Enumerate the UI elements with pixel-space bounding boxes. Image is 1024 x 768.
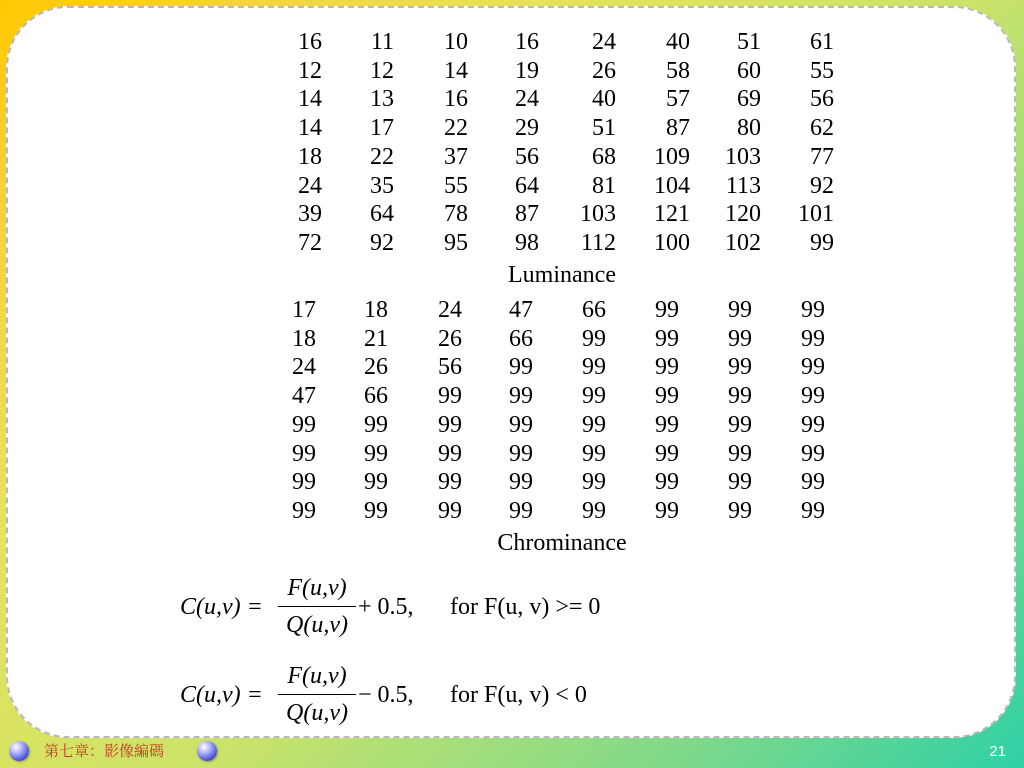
matrix-cell: 21 (364, 325, 388, 352)
matrix-cell: 99 (292, 497, 316, 524)
matrix-cell: 35 (370, 172, 394, 199)
matrix-cell: 99 (728, 297, 752, 323)
matrix-row (8, 28, 1014, 56)
matrix-cell: 66 (364, 383, 388, 410)
matrix-cell: 22 (370, 143, 394, 170)
luminance-caption: Luminance (508, 262, 616, 288)
matrix-row (8, 353, 1014, 381)
matrix-cell: 99 (810, 229, 834, 256)
matrix-cell: 13 (370, 86, 394, 113)
matrix-cell: 99 (364, 469, 388, 496)
matrix-cell: 99 (655, 497, 679, 524)
matrix-cell: 99 (509, 469, 533, 496)
matrix-cell: 56 (810, 86, 834, 113)
formula-lhs: C(u,v) = (180, 682, 263, 708)
matrix-cell: 12 (370, 57, 394, 84)
matrix-cell: 99 (655, 383, 679, 410)
matrix-row (8, 296, 1014, 324)
formula-denominator: Q(u,v) (286, 612, 348, 638)
matrix-cell: 24 (292, 354, 316, 381)
matrix-cell: 99 (728, 325, 752, 352)
formula-offset: + 0.5, (358, 594, 414, 620)
matrix-cell: 47 (292, 383, 316, 410)
matrix-cell: 66 (509, 325, 533, 352)
chapter-title: 第七章：影像編碼 (44, 742, 165, 760)
matrix-cell: 10 (444, 29, 468, 55)
matrix-cell: 24 (438, 297, 462, 323)
slide-footer (0, 734, 1024, 768)
matrix-cell: 99 (582, 325, 606, 352)
matrix-cell: 22 (444, 115, 468, 142)
fraction-bar (278, 606, 356, 607)
matrix-cell: 99 (801, 497, 825, 524)
matrix-cell: 99 (438, 497, 462, 524)
formula-fraction (278, 572, 356, 641)
matrix-cell: 99 (728, 440, 752, 467)
matrix-cell: 98 (515, 229, 539, 256)
matrix-cell: 64 (370, 201, 394, 228)
matrix-cell: 14 (298, 115, 322, 142)
matrix-cell: 99 (655, 297, 679, 323)
matrix-row (8, 382, 1014, 410)
matrix-row (8, 497, 1014, 525)
matrix-cell: 99 (801, 383, 825, 410)
formula-offset: − 0.5, (358, 682, 414, 708)
matrix-cell: 99 (801, 325, 825, 352)
matrix-cell: 11 (370, 29, 394, 55)
matrix-cell: 17 (292, 297, 316, 323)
matrix-cell: 99 (582, 440, 606, 467)
matrix-cell: 99 (728, 497, 752, 524)
matrix-cell: 99 (364, 440, 388, 467)
matrix-cell: 87 (515, 201, 539, 228)
matrix-cell: 68 (592, 143, 616, 170)
matrix-cell: 64 (515, 172, 539, 199)
nav-ball-icon[interactable] (197, 741, 217, 761)
matrix-cell: 69 (737, 86, 761, 113)
matrix-cell: 24 (515, 86, 539, 113)
matrix-cell: 99 (292, 411, 316, 438)
matrix-cell: 99 (582, 354, 606, 381)
matrix-cell: 78 (444, 201, 468, 228)
matrix-cell: 26 (592, 57, 616, 84)
matrix-cell: 99 (292, 440, 316, 467)
matrix-cell: 99 (438, 440, 462, 467)
matrix-cell: 47 (509, 297, 533, 323)
matrix-row (8, 143, 1014, 171)
matrix-cell: 99 (655, 325, 679, 352)
matrix-cell: 92 (810, 172, 834, 199)
matrix-cell: 72 (298, 229, 322, 256)
matrix-cell: 109 (654, 143, 690, 170)
slide-content-panel (6, 6, 1016, 738)
fraction-bar (278, 694, 356, 695)
matrix-cell: 99 (728, 354, 752, 381)
matrix-cell: 99 (655, 469, 679, 496)
matrix-cell: 61 (810, 29, 834, 55)
matrix-cell: 99 (509, 440, 533, 467)
matrix-cell: 99 (582, 469, 606, 496)
matrix-cell: 60 (737, 57, 761, 84)
matrix-cell: 99 (364, 497, 388, 524)
matrix-row (8, 57, 1014, 85)
matrix-cell: 62 (810, 115, 834, 142)
formula-lhs: C(u,v) = (180, 594, 263, 620)
matrix-cell: 99 (509, 383, 533, 410)
matrix-cell: 99 (292, 469, 316, 496)
matrix-cell: 16 (515, 29, 539, 55)
matrix-cell: 99 (728, 411, 752, 438)
matrix-cell: 121 (654, 201, 690, 228)
matrix-cell: 39 (298, 201, 322, 228)
matrix-row (8, 468, 1014, 496)
matrix-cell: 99 (801, 469, 825, 496)
matrix-cell: 95 (444, 229, 468, 256)
formula-numerator: F(u,v) (287, 663, 347, 689)
quantization-formula-positive (180, 572, 660, 644)
matrix-row (8, 440, 1014, 468)
matrix-cell: 113 (725, 172, 761, 199)
matrix-row (8, 229, 1014, 257)
matrix-cell: 56 (438, 354, 462, 381)
matrix-cell: 40 (666, 29, 690, 55)
matrix-cell: 112 (580, 229, 616, 256)
matrix-cell: 99 (728, 469, 752, 496)
matrix-cell: 99 (509, 354, 533, 381)
formula-fraction (278, 660, 356, 729)
matrix-cell: 101 (798, 201, 834, 228)
matrix-cell: 80 (737, 115, 761, 142)
matrix-cell: 77 (810, 143, 834, 170)
chrominance-caption: Chrominance (497, 530, 627, 556)
matrix-cell: 81 (592, 172, 616, 199)
matrix-cell: 103 (580, 201, 616, 228)
matrix-cell: 102 (725, 229, 761, 256)
page-number: 21 (989, 743, 1006, 760)
matrix-cell: 99 (801, 297, 825, 323)
matrix-cell: 18 (364, 297, 388, 323)
matrix-cell: 99 (364, 411, 388, 438)
matrix-cell: 40 (592, 86, 616, 113)
matrix-cell: 99 (438, 469, 462, 496)
formula-denominator: Q(u,v) (286, 700, 348, 726)
matrix-cell: 14 (298, 86, 322, 113)
matrix-cell: 24 (298, 172, 322, 199)
formula-condition: for F(u, v) >= 0 (450, 594, 601, 620)
matrix-cell: 18 (298, 143, 322, 170)
matrix-cell: 99 (655, 354, 679, 381)
matrix-cell: 16 (298, 29, 322, 55)
matrix-cell: 103 (725, 143, 761, 170)
matrix-cell: 99 (438, 411, 462, 438)
matrix-cell: 58 (666, 57, 690, 84)
matrix-cell: 24 (592, 29, 616, 55)
matrix-cell: 99 (582, 497, 606, 524)
matrix-row (8, 114, 1014, 142)
matrix-row (8, 411, 1014, 439)
matrix-cell: 29 (515, 115, 539, 142)
matrix-cell: 51 (592, 115, 616, 142)
formula-numerator: F(u,v) (287, 575, 347, 601)
matrix-cell: 19 (515, 57, 539, 84)
matrix-row (8, 172, 1014, 200)
matrix-cell: 56 (515, 143, 539, 170)
formula-condition: for F(u, v) < 0 (450, 682, 587, 708)
quantization-formula-negative (180, 660, 660, 732)
matrix-row (8, 85, 1014, 113)
matrix-cell: 99 (582, 383, 606, 410)
matrix-cell: 26 (364, 354, 388, 381)
matrix-cell: 12 (298, 57, 322, 84)
matrix-cell: 99 (438, 383, 462, 410)
matrix-cell: 99 (801, 411, 825, 438)
matrix-cell: 99 (509, 497, 533, 524)
matrix-row (8, 325, 1014, 353)
matrix-cell: 100 (654, 229, 690, 256)
matrix-cell: 99 (582, 411, 606, 438)
matrix-cell: 14 (444, 57, 468, 84)
matrix-cell: 99 (509, 411, 533, 438)
nav-ball-icon[interactable] (9, 741, 29, 761)
matrix-cell: 17 (370, 115, 394, 142)
matrix-cell: 87 (666, 115, 690, 142)
matrix-cell: 26 (438, 325, 462, 352)
matrix-cell: 55 (444, 172, 468, 199)
matrix-cell: 18 (292, 325, 316, 352)
matrix-cell: 99 (801, 354, 825, 381)
matrix-cell: 37 (444, 143, 468, 170)
matrix-cell: 66 (582, 297, 606, 323)
matrix-cell: 104 (654, 172, 690, 199)
matrix-row (8, 200, 1014, 228)
matrix-cell: 55 (810, 57, 834, 84)
matrix-cell: 99 (655, 411, 679, 438)
matrix-cell: 99 (801, 440, 825, 467)
matrix-cell: 51 (737, 29, 761, 55)
matrix-cell: 92 (370, 229, 394, 256)
matrix-cell: 120 (725, 201, 761, 228)
matrix-cell: 99 (655, 440, 679, 467)
matrix-cell: 57 (666, 86, 690, 113)
matrix-cell: 99 (728, 383, 752, 410)
matrix-cell: 16 (444, 86, 468, 113)
